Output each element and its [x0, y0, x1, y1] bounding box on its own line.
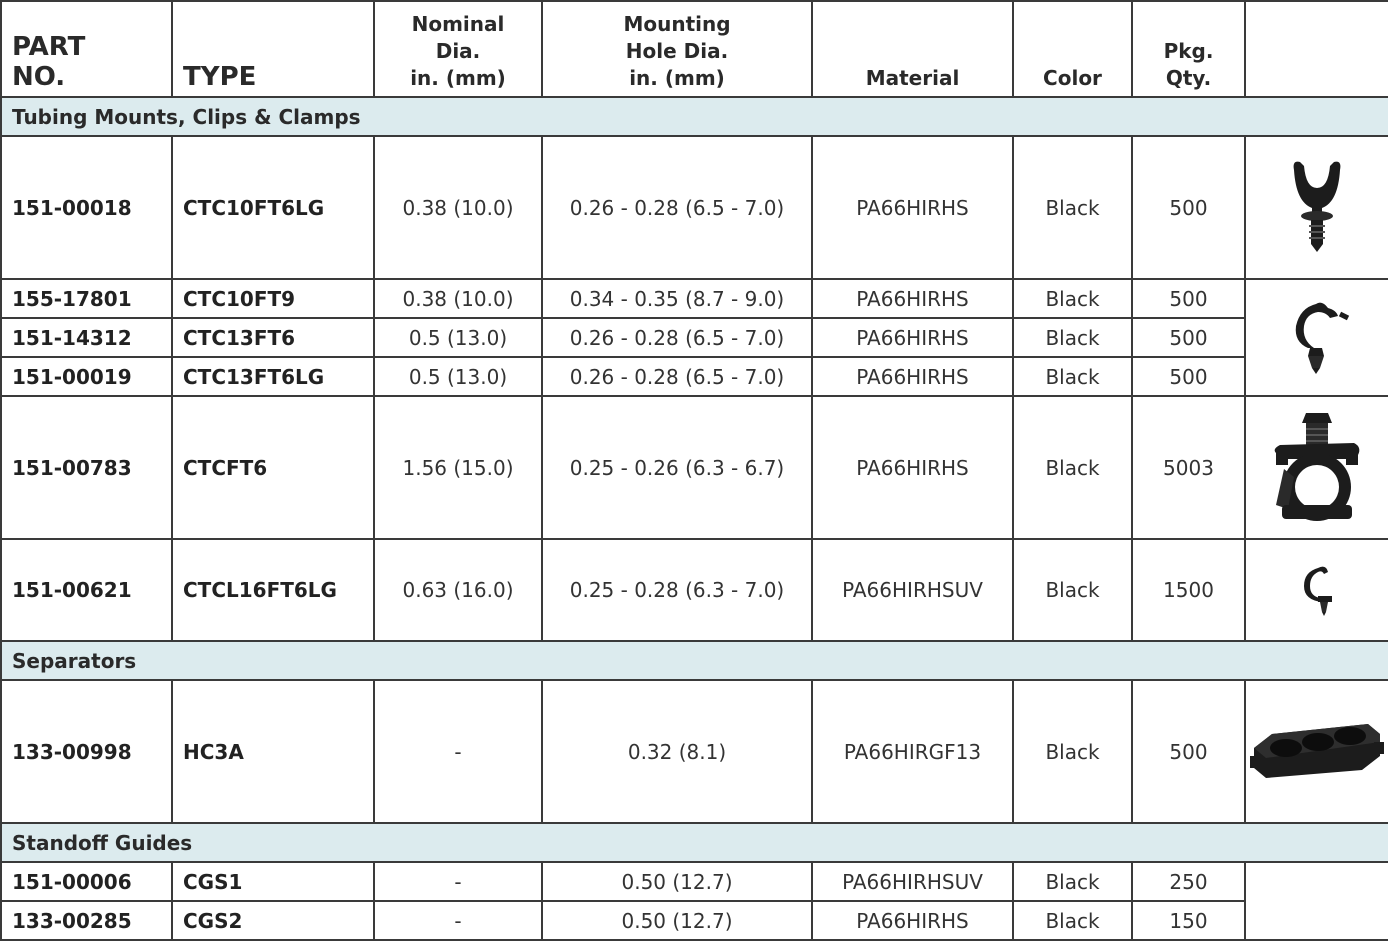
product-image — [1245, 279, 1388, 396]
triple-separator-icon — [1250, 712, 1384, 792]
material: PA66HIRHS — [812, 279, 1013, 318]
part-type: HC3A — [172, 680, 374, 823]
part-type: CTC10FT6LG — [172, 136, 374, 279]
product-image — [1245, 136, 1388, 279]
table-row — [1, 318, 1388, 357]
material: PA66HIRHS — [812, 901, 1013, 940]
section-row — [1, 823, 1388, 862]
table-row — [1, 862, 1388, 901]
part-number: 133-00998 — [1, 680, 172, 823]
color: Black — [1013, 279, 1132, 318]
part-type: CTC13FT6LG — [172, 357, 374, 396]
part-type: CTC10FT9 — [172, 279, 374, 318]
material: PA66HIRHS — [812, 396, 1013, 539]
mounting-hole-dia: 0.50 (12.7) — [542, 901, 812, 940]
mounting-hole-dia: 0.50 (12.7) — [542, 862, 812, 901]
material: PA66HIRHSUV — [812, 862, 1013, 901]
table-row — [1, 539, 1388, 641]
open-clip-icon — [1282, 298, 1352, 378]
clamp-icon — [1262, 405, 1372, 530]
mounting-hole-dia: 0.25 - 0.26 (6.3 - 6.7) — [542, 396, 812, 539]
material: PA66HIRHS — [812, 136, 1013, 279]
part-type: CGS1 — [172, 862, 374, 901]
header-color: Color — [1013, 1, 1132, 97]
section-title: Standoff Guides — [1, 823, 1388, 862]
header-mounting-hole-dia: Mounting Hole Dia. in. (mm) — [542, 1, 812, 97]
mounting-hole-dia: 0.26 - 0.28 (6.5 - 7.0) — [542, 357, 812, 396]
pkg-qty: 500 — [1132, 136, 1245, 279]
header-pkg-qty: Pkg. Qty. — [1132, 1, 1245, 97]
nominal-dia: 0.38 (10.0) — [374, 279, 542, 318]
part-type: CTCFT6 — [172, 396, 374, 539]
pkg-qty: 500 — [1132, 357, 1245, 396]
pkg-qty: 500 — [1132, 680, 1245, 823]
header-image — [1245, 1, 1388, 97]
table-row — [1, 279, 1388, 318]
material: PA66HIRGF13 — [812, 680, 1013, 823]
header-nominal-dia: Nominal Dia. in. (mm) — [374, 1, 542, 97]
pkg-qty: 500 — [1132, 318, 1245, 357]
header-row — [1, 1, 1388, 97]
header-material: Material — [812, 1, 1013, 97]
mounting-hole-dia: 0.34 - 0.35 (8.7 - 9.0) — [542, 279, 812, 318]
mounting-hole-dia: 0.25 - 0.28 (6.3 - 7.0) — [542, 539, 812, 641]
nominal-dia: 0.38 (10.0) — [374, 136, 542, 279]
section-row — [1, 97, 1388, 136]
pkg-qty: 150 — [1132, 901, 1245, 940]
part-number: 133-00285 — [1, 901, 172, 940]
color: Black — [1013, 862, 1132, 901]
color: Black — [1013, 396, 1132, 539]
section-title: Tubing Mounts, Clips & Clamps — [1, 97, 1388, 136]
part-type: CTC13FT6 — [172, 318, 374, 357]
nominal-dia: 0.5 (13.0) — [374, 357, 542, 396]
color: Black — [1013, 136, 1132, 279]
color: Black — [1013, 318, 1132, 357]
nominal-dia: 1.56 (15.0) — [374, 396, 542, 539]
section-row — [1, 641, 1388, 680]
mounting-hole-dia: 0.26 - 0.28 (6.5 - 7.0) — [542, 136, 812, 279]
pkg-qty: 1500 — [1132, 539, 1245, 641]
part-number: 151-00621 — [1, 539, 172, 641]
table-row — [1, 357, 1388, 396]
material: PA66HIRHS — [812, 357, 1013, 396]
wire-clip-icon — [1292, 560, 1342, 620]
table-row — [1, 680, 1388, 823]
material: PA66HIRHSUV — [812, 539, 1013, 641]
product-image — [1245, 680, 1388, 823]
mounting-hole-dia: 0.32 (8.1) — [542, 680, 812, 823]
part-number: 151-00783 — [1, 396, 172, 539]
pkg-qty: 500 — [1132, 279, 1245, 318]
header-part-no: PART NO. — [1, 1, 172, 97]
color: Black — [1013, 539, 1132, 641]
part-number: 155-17801 — [1, 279, 172, 318]
part-number: 151-00006 — [1, 862, 172, 901]
color: Black — [1013, 357, 1132, 396]
pkg-qty: 250 — [1132, 862, 1245, 901]
product-image — [1245, 396, 1388, 539]
part-number: 151-00018 — [1, 136, 172, 279]
material: PA66HIRHS — [812, 318, 1013, 357]
color: Black — [1013, 680, 1132, 823]
table-row — [1, 396, 1388, 539]
nominal-dia: 0.63 (16.0) — [374, 539, 542, 641]
pkg-qty: 5003 — [1132, 396, 1245, 539]
part-number: 151-14312 — [1, 318, 172, 357]
nominal-dia: - — [374, 680, 542, 823]
section-title: Separators — [1, 641, 1388, 680]
nominal-dia: - — [374, 862, 542, 901]
color: Black — [1013, 901, 1132, 940]
part-number: 151-00019 — [1, 357, 172, 396]
clip-mount-icon — [1282, 158, 1352, 258]
part-type: CTCL16FT6LG — [172, 539, 374, 641]
nominal-dia: 0.5 (13.0) — [374, 318, 542, 357]
product-image — [1245, 862, 1388, 940]
header-type: TYPE — [172, 1, 374, 97]
table-row — [1, 901, 1388, 940]
mounting-hole-dia: 0.26 - 0.28 (6.5 - 7.0) — [542, 318, 812, 357]
product-image — [1245, 539, 1388, 641]
table-row — [1, 136, 1388, 279]
part-type: CGS2 — [172, 901, 374, 940]
nominal-dia: - — [374, 901, 542, 940]
